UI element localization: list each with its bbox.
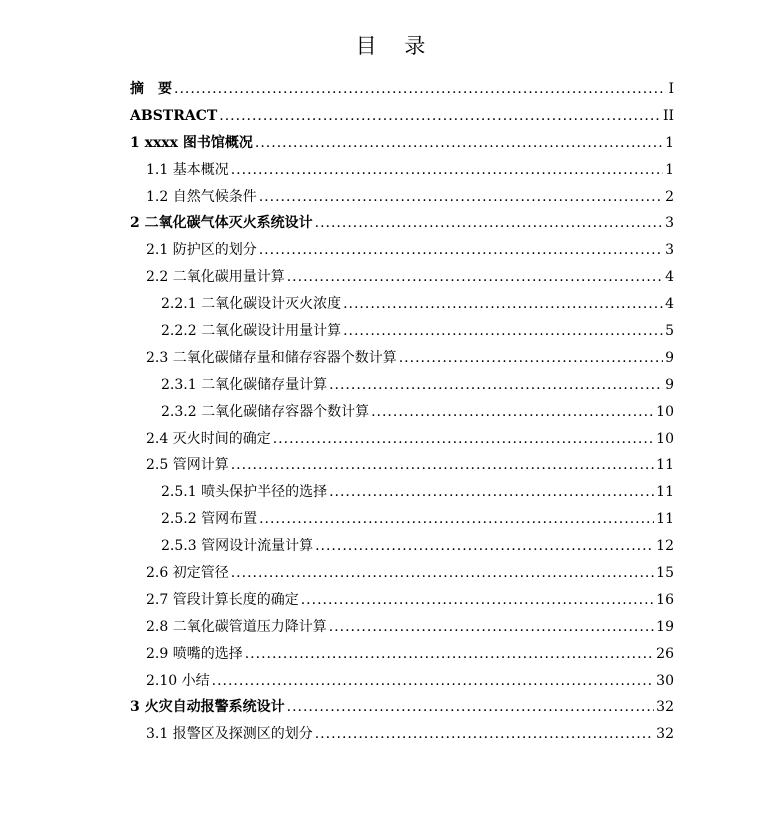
- toc-entry[interactable]: [130, 506, 674, 533]
- toc-entry-text: 3 火灾自动报警系统设计: [130, 699, 285, 716]
- dot-leader: [174, 76, 666, 103]
- toc-entry-page-number: 1: [665, 161, 674, 178]
- dot-leader: [315, 533, 654, 560]
- dot-leader: [329, 372, 663, 399]
- toc-entry-page-number: 10: [656, 430, 674, 447]
- toc-entry[interactable]: [130, 479, 674, 506]
- toc-entry-page-number: 3: [665, 242, 674, 259]
- toc-entry-text: 2.8 二氧化碳管道压力降计算: [146, 618, 327, 635]
- toc-entry-text: 2.2.2 二氧化碳设计用量计算: [161, 323, 342, 340]
- toc-entry-page-number: 12: [656, 538, 674, 555]
- toc-entry[interactable]: [130, 452, 674, 479]
- toc-entry[interactable]: [130, 291, 674, 318]
- toc-entry[interactable]: [130, 157, 674, 184]
- toc-entry[interactable]: [130, 372, 674, 399]
- toc-entry-text: 2.1 防护区的划分: [146, 242, 257, 259]
- toc-entry-page-number: 9: [665, 349, 674, 366]
- toc-entry[interactable]: [130, 426, 674, 453]
- toc-entry-text: 3.1 报警区及探测区的划分: [146, 726, 313, 743]
- dot-leader: [255, 130, 663, 157]
- toc-entry-text: 2.5.2 管网布置: [161, 511, 258, 528]
- dot-leader: [329, 614, 654, 641]
- toc-entry-text: 2.5.3 管网设计流量计算: [161, 538, 314, 555]
- toc-entry-text: 2 二氧化碳气体灭火系统设计: [130, 215, 313, 232]
- toc-entry[interactable]: [130, 721, 674, 748]
- toc-entry-text: 2.3.2 二氧化碳储存容器个数计算: [161, 403, 370, 420]
- toc-entry-page-number: 15: [656, 565, 674, 582]
- dot-leader: [259, 506, 654, 533]
- toc-entry[interactable]: [130, 103, 674, 130]
- toc-entry-page-number: 3: [665, 215, 674, 232]
- toc-entry-page-number: 11: [656, 457, 674, 474]
- toc-entry[interactable]: [130, 614, 674, 641]
- toc-entry-text: 2.3.1 二氧化碳储存量计算: [161, 376, 328, 393]
- toc-entry[interactable]: [130, 130, 674, 157]
- toc-entry-page-number: 5: [665, 323, 674, 340]
- toc-entry-page-number: I: [668, 81, 674, 97]
- dot-leader: [343, 291, 663, 318]
- toc-entry[interactable]: [130, 210, 674, 237]
- toc-entry-page-number: II: [662, 107, 674, 124]
- dot-leader: [399, 345, 663, 372]
- toc-entry-text: 2.3 二氧化碳储存量和储存容器个数计算: [146, 349, 397, 366]
- toc-entry[interactable]: [130, 264, 674, 291]
- toc-entry-text: ABSTRACT: [130, 107, 218, 124]
- dot-leader: [343, 318, 663, 345]
- toc-entry[interactable]: [130, 76, 674, 103]
- toc-entry-page-number: 32: [656, 726, 674, 743]
- dot-leader: [231, 560, 654, 587]
- toc-entry[interactable]: [130, 641, 674, 668]
- toc-entry[interactable]: [130, 587, 674, 614]
- toc-entry-page-number: 9: [665, 376, 674, 393]
- toc-entry-page-number: 11: [656, 511, 674, 528]
- toc-entry-page-number: 19: [656, 618, 674, 635]
- dot-leader: [259, 184, 663, 211]
- toc-entry-page-number: 4: [665, 269, 674, 286]
- toc-entry[interactable]: [130, 694, 674, 721]
- toc-entry[interactable]: [130, 668, 674, 695]
- toc-entry-text: 1.1 基本概况: [146, 161, 229, 178]
- dot-leader: [245, 641, 654, 668]
- toc-entry[interactable]: [130, 399, 674, 426]
- toc-list: [130, 76, 674, 748]
- toc-entry-page-number: 26: [656, 645, 674, 662]
- page-title: 目 录: [355, 34, 436, 58]
- toc-entry-page-number: 1: [665, 134, 674, 151]
- dot-leader: [329, 479, 654, 506]
- toc-entry-page-number: 30: [656, 672, 674, 689]
- toc-entry-text: 2.7 管段计算长度的确定: [146, 591, 299, 608]
- toc-entry-text: 2.5.1 喷头保护半径的选择: [161, 484, 328, 501]
- toc-entry-text: 摘 要: [130, 81, 172, 97]
- toc-entry-text: 2.9 喷嘴的选择: [146, 645, 243, 662]
- dot-leader: [219, 103, 661, 130]
- toc-entry-text: 2.4 灭火时间的确定: [146, 430, 271, 447]
- toc-entry[interactable]: [130, 184, 674, 211]
- dot-leader: [212, 668, 655, 695]
- dot-leader: [231, 452, 654, 479]
- toc-entry-page-number: 4: [665, 296, 674, 313]
- dot-leader: [287, 694, 655, 721]
- toc-entry-text: 2.2 二氧化碳用量计算: [146, 269, 285, 286]
- dot-leader: [287, 264, 663, 291]
- toc-entry-page-number: 11: [656, 484, 674, 501]
- dot-leader: [273, 426, 654, 453]
- toc-entry-page-number: 10: [656, 403, 674, 420]
- toc-entry[interactable]: [130, 318, 674, 345]
- toc-entry-text: 1.2 自然气候条件: [146, 188, 257, 205]
- toc-entry[interactable]: [130, 560, 674, 587]
- toc-entry[interactable]: [130, 533, 674, 560]
- dot-leader: [231, 157, 663, 184]
- toc-entry-text: 2.5 管网计算: [146, 457, 229, 474]
- toc-entry-page-number: 16: [656, 591, 674, 608]
- dot-leader: [371, 399, 654, 426]
- toc-entry[interactable]: [130, 237, 674, 264]
- dot-leader: [315, 210, 663, 237]
- toc-entry[interactable]: [130, 345, 674, 372]
- dot-leader: [301, 587, 654, 614]
- toc-entry-text: 1 xxxx 图书馆概况: [130, 134, 253, 151]
- dot-leader: [259, 237, 663, 264]
- toc-entry-page-number: 32: [656, 699, 674, 716]
- toc-entry-page-number: 2: [665, 188, 674, 205]
- toc-entry-text: 2.2.1 二氧化碳设计灭火浓度: [161, 296, 342, 313]
- toc-entry-text: 2.6 初定管径: [146, 565, 229, 582]
- toc-entry-text: 2.10 小结: [146, 672, 210, 689]
- dot-leader: [315, 721, 654, 748]
